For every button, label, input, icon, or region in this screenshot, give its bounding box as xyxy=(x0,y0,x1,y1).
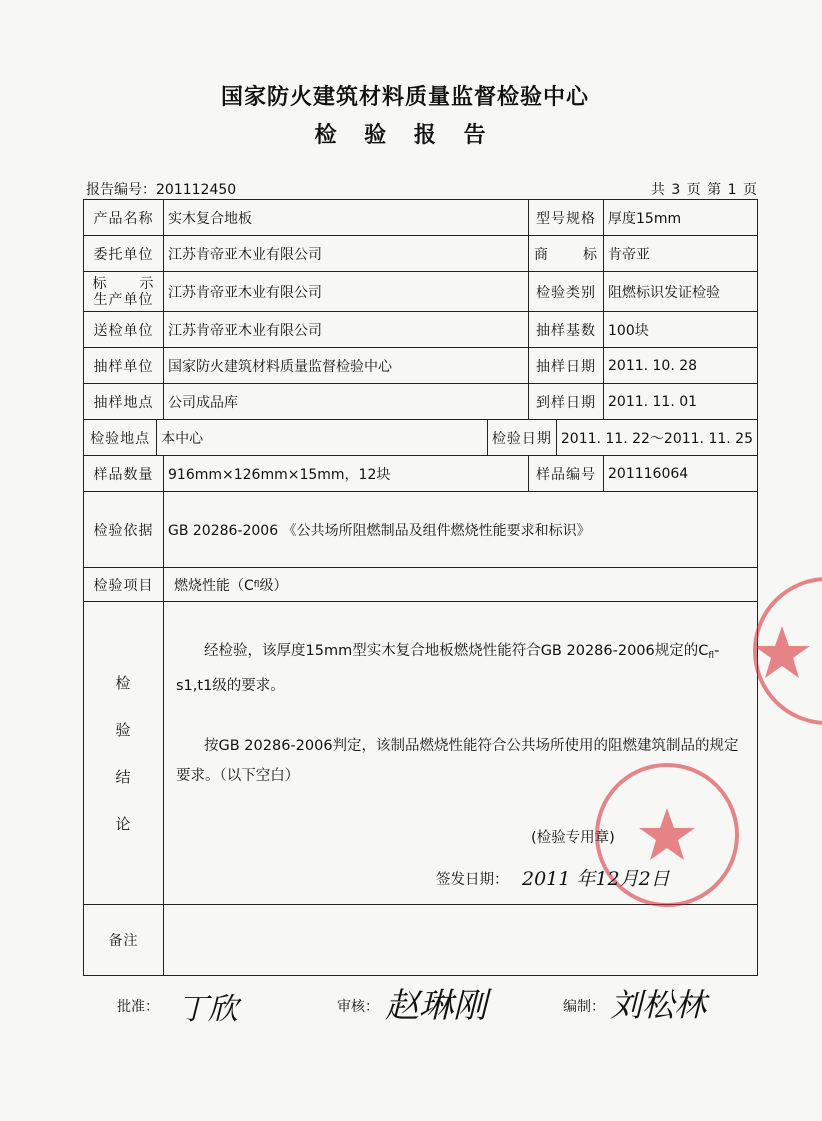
conclusion-body xyxy=(164,602,757,904)
field-label-part: 示 xyxy=(139,275,155,292)
field-label-part: 商 xyxy=(534,246,549,263)
field-value: 公司成品库 xyxy=(164,384,529,419)
field-value: 国家防火建筑材料质量监督检验中心 xyxy=(164,348,529,383)
field-value: 阻燃标识发证检验 xyxy=(608,284,720,301)
field-label: 抽样基数 xyxy=(529,312,604,347)
field-label: 型号规格 xyxy=(529,200,604,235)
review-label: 审核： xyxy=(337,999,379,1015)
field-label: 检验项目 xyxy=(84,568,164,601)
table-row xyxy=(84,568,757,602)
field-label: 抽样日期 xyxy=(529,348,604,383)
field-label: 检验依据 xyxy=(84,492,164,567)
field-value: 916mm×126mm×15mm，12块 xyxy=(164,456,529,491)
field-label-part: 标 xyxy=(92,275,108,292)
field-value: 本中心 xyxy=(157,420,488,455)
field-value: 肯帝亚 xyxy=(608,246,650,263)
field-label: 到样日期 xyxy=(529,384,604,419)
conclusion-char: 论 xyxy=(115,815,132,833)
field-label: 样品编号 xyxy=(529,456,604,491)
field-value: 实木复合地板 xyxy=(164,200,529,235)
partial-seal xyxy=(752,566,822,736)
field-label: 抽样单位 xyxy=(84,348,164,383)
report-number: 报告编号：201112450 xyxy=(86,182,237,198)
prepare-label: 编制： xyxy=(563,999,605,1015)
table-row xyxy=(84,272,757,312)
field-label-part: 生产单位 xyxy=(93,291,154,308)
field-value: 江苏肯帝亚木业有限公司 xyxy=(164,272,529,311)
conclusion-paragraph-2: 按GB 20286-2006判定，该制品燃烧性能符合公共场所使用的阻燃建筑制品的规定要求。（以下空白） xyxy=(176,738,739,784)
item-subscript: fl xyxy=(253,579,260,590)
field-label xyxy=(529,236,604,271)
field-value: GB 20286-2006 《公共场所阻燃制品及组件燃烧性能要求和标识》 xyxy=(168,522,591,539)
field-label: 送检单位 xyxy=(84,312,164,347)
review-signature: 赵琳刚 xyxy=(385,986,487,1026)
field-label xyxy=(84,272,164,311)
table-row xyxy=(84,456,757,492)
approve-label: 批准： xyxy=(117,999,159,1015)
table-row xyxy=(84,492,757,568)
table-row xyxy=(84,236,757,272)
field-value: 2011. 11. 22～2011. 11. 25 xyxy=(560,430,753,447)
table-row xyxy=(84,348,757,384)
field-value: 2011. 11. 01 xyxy=(608,393,698,410)
field-label: 检验类别 xyxy=(529,272,604,311)
table-row xyxy=(84,420,757,456)
conclusion-char: 检 xyxy=(115,674,132,692)
table-row xyxy=(84,312,757,348)
para1-text: 经检验，该厚度15mm型实木复合地板燃烧性能符合GB 20286-2006规定的C xyxy=(204,643,709,659)
field-label: 产品名称 xyxy=(84,200,164,235)
table-row xyxy=(84,905,757,975)
field-value: 2011. 10. 28 xyxy=(608,357,698,374)
issue-date-label: 签发日期： xyxy=(436,872,509,888)
conclusion-char: 验 xyxy=(115,721,132,739)
page-info: 共 3 页 第 1 页 xyxy=(650,182,758,198)
table-row xyxy=(84,384,757,420)
field-label-part: 标 xyxy=(583,246,598,263)
item-text: 燃烧性能（C xyxy=(174,577,254,594)
para1-subscript: fl xyxy=(708,651,715,661)
field-label: 委托单位 xyxy=(84,236,164,271)
seal-caption: (检验专用章) xyxy=(531,830,615,846)
field-value xyxy=(164,905,757,975)
field-value: 江苏肯帝亚木业有限公司 xyxy=(164,312,529,347)
field-label: 样品数量 xyxy=(84,456,164,491)
conclusion-char: 结 xyxy=(115,768,132,786)
field-label: 检验地点 xyxy=(84,420,157,455)
issue-date-value: 2011 年12月2日 xyxy=(522,868,670,890)
org-title: 国家防火建筑材料质量监督检验中心 xyxy=(220,85,589,110)
conclusion-label xyxy=(84,602,164,904)
para1-text-end: -s1,t1级的要求。 xyxy=(176,643,720,694)
report-table xyxy=(83,199,758,976)
field-label: 检验日期 xyxy=(488,420,557,455)
report-title: 检 验 报 告 xyxy=(314,123,496,148)
field-value: 厚度15mm xyxy=(608,210,682,227)
approve-signature: 丁欣 xyxy=(178,992,238,1027)
conclusion-paragraph-1 xyxy=(176,636,749,701)
field-value: 201116064 xyxy=(608,465,689,482)
field-label: 抽样地点 xyxy=(84,384,164,419)
field-value: 100块 xyxy=(608,322,649,339)
field-value: 江苏肯帝亚木业有限公司 xyxy=(164,236,529,271)
field-label: 备注 xyxy=(84,905,164,975)
table-row xyxy=(84,200,757,236)
prepare-signature: 刘松林 xyxy=(610,986,707,1024)
table-row xyxy=(84,602,757,905)
item-text-end: 级） xyxy=(259,577,288,594)
field-value xyxy=(164,568,757,601)
